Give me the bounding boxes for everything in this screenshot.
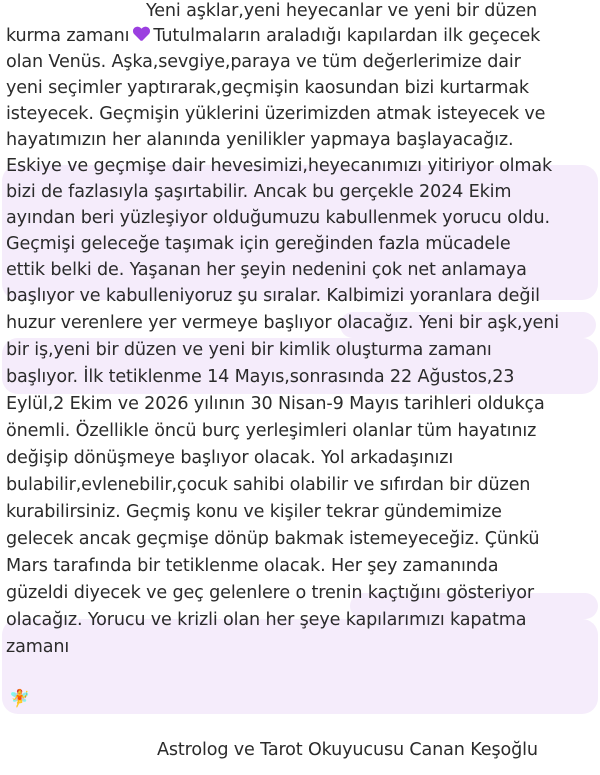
- post-line: bir iş,yeni bir düzen ve yeni bir kimlik oluşturma zamanı: [6, 340, 492, 360]
- post-line: hayatımızın her alanında yenilikler yapmaya başlayacağız.: [6, 130, 514, 150]
- post-line: bizi de fazlasıyla şaşırtabilir. Ancak bu gerçekle 2024 Ekim: [6, 182, 512, 202]
- post-line: güzeldi diyecek ve geç gelenlere o trenin kaçtığını gösteriyor: [6, 583, 534, 603]
- post-line: Eskiye ve geçmişe dair hevesimizi,heyecanımızı yitiriyor olmak: [6, 156, 553, 176]
- post-line: zamanı: [6, 637, 70, 657]
- post-line: [6, 23, 540, 50]
- post-line: bulabilir,evlenebilir,çocuk sahibi olabilir ve sıfırdan bir düzen: [6, 475, 531, 495]
- post-line-text: kurma zamanı: [6, 26, 130, 46]
- post-line: kurabilirsiniz. Geçmiş konu ve kişiler tekrar gündemimize: [6, 502, 502, 522]
- post-line: ettik belki de. Yaşanan her şeyin nedenini çok net anlamaya: [6, 260, 527, 280]
- post-line: huzur verenlere yer vermeye başlıyor olacağız. Yeni bir aşk,yeni: [6, 313, 559, 333]
- post-line: değişip dönüşmeye başlıyor olacak. Yol arkadaşınızı: [6, 448, 454, 468]
- post-line-text: Tutulmaların araladığı kapılardan ilk geçecek: [153, 26, 541, 46]
- post-line: önemli. Özellikle öncü burç yerleşimleri olanlar tüm hayatınız: [6, 421, 537, 441]
- post-line: Mars tarafında bir tetiklenme olacak. Her şey zamanında: [6, 556, 499, 576]
- post-line: ayından beri yüzleşiyor olduğumuzu kabullenmek yorucu oldu.: [6, 208, 550, 228]
- post-line: Eylül,2 Ekim ve 2026 yılının 30 Nisan-9 Mayıs tarihleri oldukça: [6, 394, 545, 414]
- post-line: olacağız. Yorucu ve krizli olan her şeye kapılarımızı kapatma: [6, 610, 527, 630]
- post-line: olan Venüs. Aşka,sevgiye,paraya ve tüm değerlerimize dair: [6, 52, 521, 72]
- post-line: başlıyor. İlk tetiklenme 14 Mayıs,sonrasında 22 Ağustos,23: [6, 367, 515, 387]
- post-line: Geçmişi geleceğe taşımak için gereğinden fazla mücadele: [6, 234, 511, 254]
- post-line: başlıyor ve kabulleniyoruz şu sıralar. Kalbimizi yoranlara değil: [6, 286, 540, 306]
- post-line: isteyecek. Geçmişin yüklerini üzerimizden atmak isteyecek ve: [6, 104, 546, 124]
- post-line: yeni seçimler yaptırarak,geçmişin kaosundan bizi kurtarmak: [6, 78, 529, 98]
- fairy-icon: 🧚: [9, 689, 31, 709]
- post-line: [6, 684, 30, 713]
- purple-heart-icon: [133, 27, 150, 42]
- post-line: Yeni aşklar,yeni heyecanlar ve yeni bir düzen: [146, 1, 538, 21]
- post-line: gelecek ancak geçmişe dönüp bakmak istemeyeceğiz. Çünkü: [6, 529, 540, 549]
- author-signature: Astrolog ve Tarot Okuyucusu Canan Keşoğlu: [157, 740, 538, 760]
